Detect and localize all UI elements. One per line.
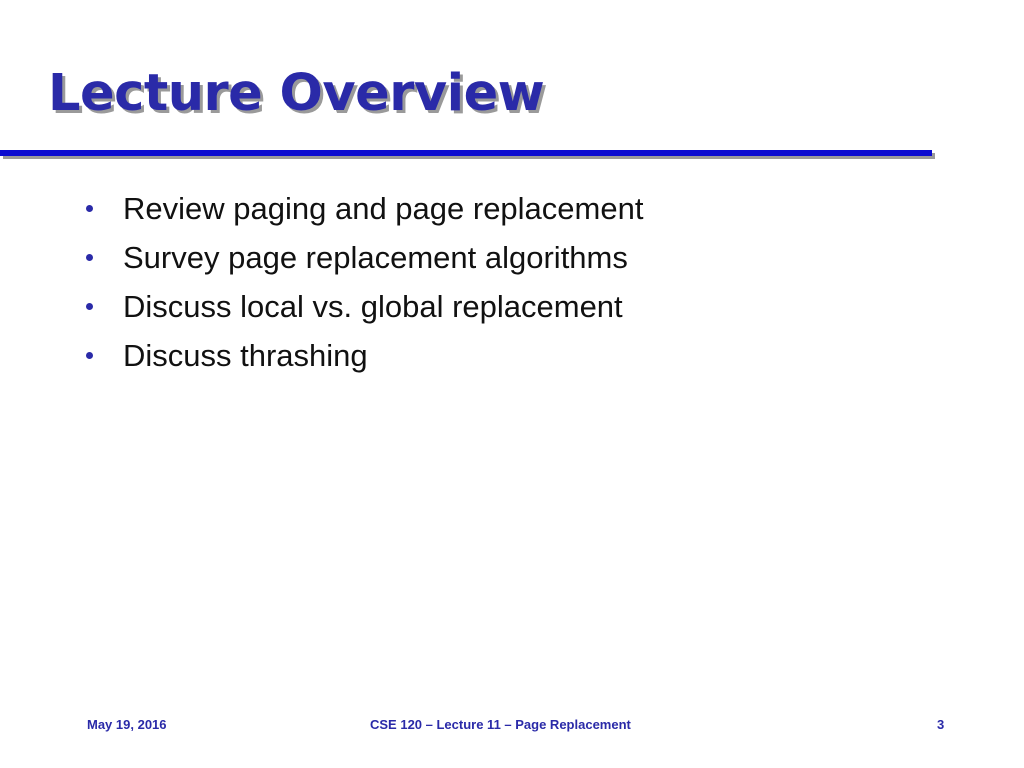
slide-title: Lecture Overview [48, 64, 545, 123]
bullet-icon [86, 254, 93, 261]
list-item [86, 184, 643, 233]
title-divider [0, 150, 932, 156]
footer-date: May 19, 2016 [87, 717, 167, 732]
list-item [86, 331, 643, 380]
bullet-text: Discuss local vs. global replacement [123, 288, 623, 324]
bullet-icon [86, 205, 93, 212]
bullet-text: Review paging and page replacement [123, 190, 644, 226]
footer-course-title: CSE 120 – Lecture 11 – Page Replacement [370, 717, 631, 732]
bullet-text: Survey page replacement algorithms [123, 239, 628, 275]
footer-page-number: 3 [937, 717, 945, 732]
bullet-icon [86, 352, 93, 359]
bullet-text: Discuss thrashing [123, 337, 368, 373]
list-item [86, 282, 643, 331]
bullet-icon [86, 303, 93, 310]
bullet-list [86, 184, 643, 380]
list-item [86, 233, 643, 282]
